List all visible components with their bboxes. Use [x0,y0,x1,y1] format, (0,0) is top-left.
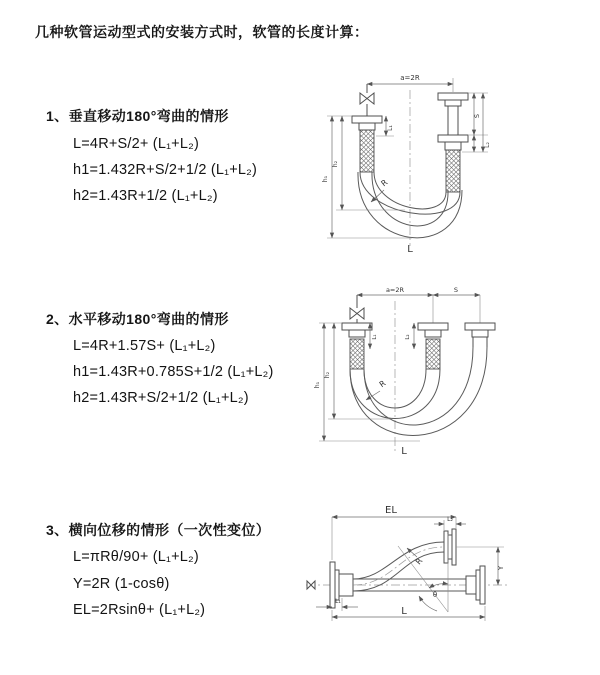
dim-label-l: L [401,446,407,457]
section-2-formula-h1: h1=1.43R+0.785S+1/2 (L₁+L₂) [73,364,274,380]
right-flange-lower [438,135,468,150]
middle-braid-hose [426,339,440,369]
diagram-lateral-displacement [298,500,600,658]
dim-label-h1: h₁ [314,381,321,389]
dim-label-l1: L₁ [387,125,394,131]
section-1-heading: 1、垂直移动180°弯曲的情形 [46,108,229,124]
left-braid-hose [350,339,364,369]
section-1-formula-L: L=4R+S/2+ (L₁+L₂) [73,136,199,152]
dim-label-l: L [407,244,413,255]
valve-icon [350,308,364,319]
section-1-formula-h1: h1=1.432R+S/2+1/2 (L₁+L₂) [73,162,258,178]
valve-icon [307,581,315,589]
section-1-formula-h2: h2=1.43R+1/2 (L₁+L₂) [73,188,218,204]
middle-flange [418,323,448,337]
dim-label-l2: L₂ [447,516,453,523]
diagram-horizontal-180-bend [308,283,600,465]
left-flange [352,116,382,130]
section-2-formula-L: L=4R+1.57S+ (L₁+L₂) [73,338,216,354]
dim-label-l1: L₁ [335,598,341,605]
dim-label-l: L [401,606,407,617]
dim-label-s: S [453,286,459,294]
dim-label-y: Y [497,565,505,571]
right-braid-hose [446,150,460,192]
diagram-vertical-180-bend [312,64,600,258]
angle-label: θ [432,591,438,599]
dim-label-h2: h₂ [324,371,331,379]
dim-label-l2: L₂ [484,142,491,148]
right-flange [466,566,485,604]
dim-label-el: EL [385,505,397,516]
left-braid-hose [360,130,374,172]
section-3-heading: 3、横向位移的情形（一次性变位） [46,522,271,538]
dim-label-h1: h₁ [322,175,329,183]
dim-label-h2: h₂ [332,160,339,168]
radius-label: R [379,177,390,189]
section-2-heading: 2、水平移动180°弯曲的情形 [46,311,229,327]
radius-label: R [413,556,425,567]
valve-icon [360,93,374,104]
hose-curve [353,542,444,579]
dim-label-a2r: a=2R [400,74,420,82]
dim-label-a2r: a=2R [385,286,405,294]
section-3-formula-Y: Y=2R (1-cosθ) [73,576,170,592]
left-flange [330,562,353,608]
section-3-formula-EL: EL=2Rsinθ+ (L₁+L₂) [73,602,206,618]
dim-label-l2: L₂ [405,334,411,340]
page-title: 几种软管运动型式的安装方式时，软管的长度计算： [35,24,369,40]
right-flange-upper [438,93,468,106]
hose-curve [350,347,487,435]
dim-label-s: S [473,113,481,119]
left-flange [342,323,372,337]
section-3-formula-L: L=πRθ/90+ (L₁+L₂) [73,549,199,565]
right-flange [465,323,495,337]
section-2-formula-h2: h2=1.43R+S/2+1/2 (L₁+L₂) [73,390,249,406]
dim-label-l1: L₁ [372,334,378,340]
upper-flange [444,529,456,565]
radius-label: R [377,378,388,390]
